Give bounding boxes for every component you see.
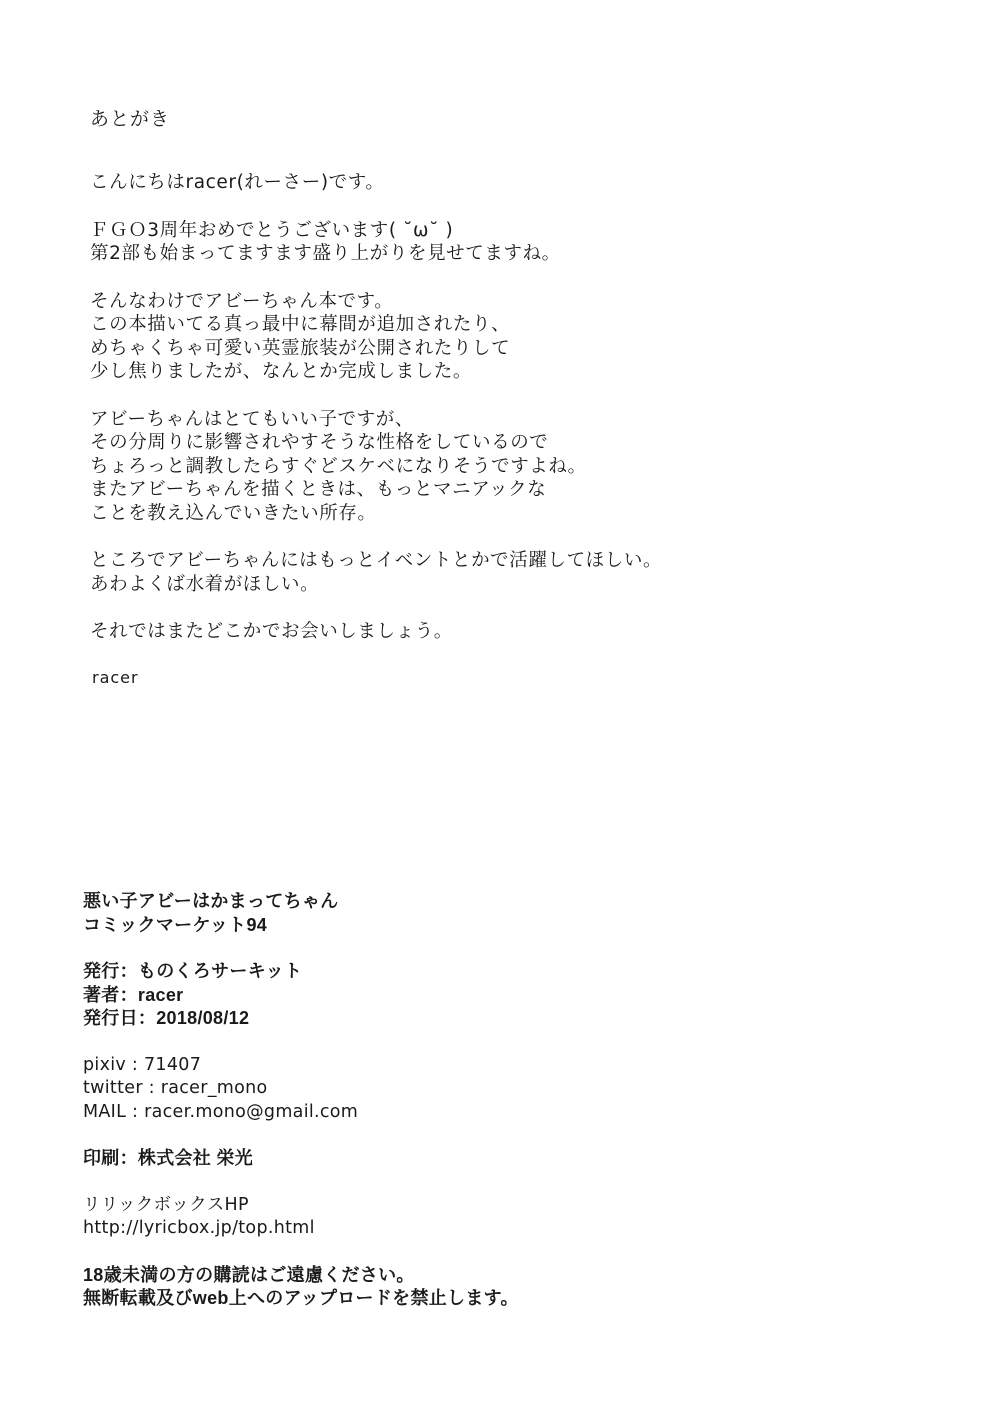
afterword-line: それではまたどこかでお会いしましょう。 (90, 621, 453, 642)
afterword-line: この本描いてる真っ最中に幕間が追加されたり、 (90, 314, 511, 335)
afterword-line: アビーちゃんはとてもいい子ですが、 (90, 408, 414, 430)
colophon-notice-block (83, 1264, 783, 1311)
age-notice: 18歳未満の方の購読はご遠慮ください。 (83, 1264, 415, 1285)
colophon-printing-block (83, 1147, 783, 1171)
afterword-line: ことを教え込んでいきたい所存。 (90, 502, 377, 524)
afterword-line: 第2部も始まってますます盛り上がりを見せてますね。 (90, 243, 561, 264)
publish-date: 発行日：2018/08/12 (83, 1008, 250, 1028)
book-title: 悪い子アビーはかまってちゃん (83, 891, 339, 911)
afterword-paragraph (90, 219, 950, 266)
afterword-paragraph (90, 620, 950, 644)
afterword-line: 少し焦りましたが、なんとか完成しました。 (90, 361, 473, 382)
author: 著者：racer (83, 984, 184, 1005)
afterword (90, 107, 950, 688)
afterword-line: ところでアビーちゃんにはもっとイベントとかで活躍してほしい。 (90, 550, 663, 571)
pixiv-id: pixiv : 71407 (83, 1054, 202, 1075)
afterword-title: あとがき (90, 108, 171, 130)
printer-site-url: http://lyricbox.jp/top.html (83, 1218, 315, 1238)
colophon (83, 890, 783, 1334)
afterword-line: その分周りに影響されやすそうな性格をしているので (90, 432, 549, 453)
afterword-line: ちょろっと調教したらすぐどスケベになりそうですよね。 (90, 455, 587, 477)
afterword-line: こんにちはracer(れーさー)です。 (90, 172, 385, 193)
mail-address: MAIL : racer.mono@gmail.com (83, 1101, 359, 1122)
colophon-printer-site-block (83, 1194, 783, 1241)
afterword-paragraph (90, 408, 950, 526)
afterword-paragraph (90, 290, 950, 384)
afterword-line: あわよくば水着がほしい。 (90, 573, 320, 595)
reprint-notice: 無断転載及びweb上へのアップロードを禁止します。 (83, 1288, 519, 1308)
afterword-signature: racer (92, 667, 139, 687)
twitter-handle: twitter : racer_mono (83, 1078, 268, 1098)
afterword-paragraph (90, 171, 950, 195)
publisher: 発行：ものくろサーキット (83, 961, 303, 981)
afterword-line: そんなわけでアビーちゃん本です。 (90, 290, 394, 312)
printer: 印刷：株式会社 栄光 (83, 1148, 253, 1168)
event-name: コミックマーケット94 (83, 914, 268, 935)
afterword-line: ＦＧＯ3周年おめでとうございます( ˘ω˘ ) (90, 219, 454, 241)
afterword-line: めちゃくちゃ可愛い英霊旅装が公開されたりして (90, 337, 511, 359)
printer-site-name: リリックボックスHP (83, 1194, 249, 1215)
colophon-publication-block (83, 960, 783, 1031)
afterword-line: またアビーちゃんを描くときは、もっとマニアックな (90, 479, 547, 500)
colophon-title-block (83, 890, 783, 937)
afterword-paragraph (90, 549, 950, 596)
colophon-contact-block (83, 1054, 783, 1125)
